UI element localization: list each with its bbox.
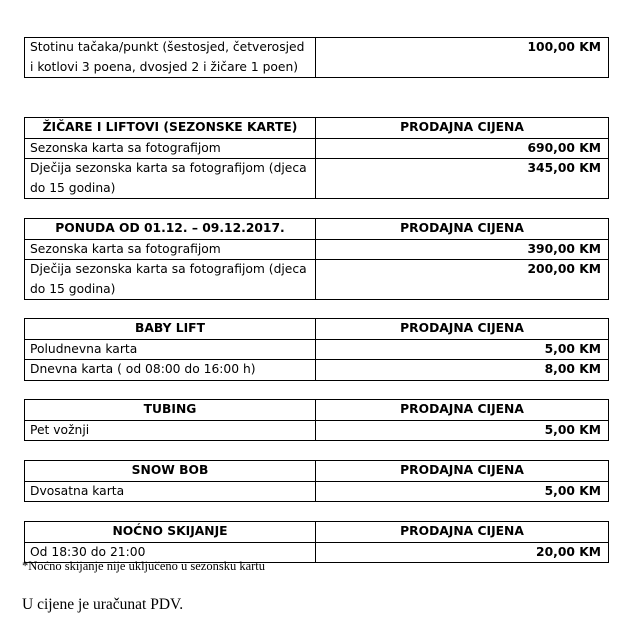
section-title: PONUDA OD 01.12. – 09.12.2017. <box>25 219 316 240</box>
item-price: 5,00 KM <box>316 481 609 502</box>
table-header-row <box>25 522 609 543</box>
price-table-points <box>24 37 609 78</box>
table-row <box>25 38 609 78</box>
section-title: TUBING <box>25 400 316 421</box>
table-row <box>25 481 609 502</box>
price-table-night-skiing <box>24 521 609 563</box>
table-header-row <box>25 319 609 340</box>
price-column-header: PRODAJNA CIJENA <box>316 118 609 139</box>
table-row <box>25 138 609 159</box>
table-row <box>25 339 609 360</box>
table-header-row <box>25 118 609 139</box>
item-description: Od 18:30 do 21:00 <box>25 542 316 563</box>
table-header-row <box>25 461 609 482</box>
price-column-header: PRODAJNA CIJENA <box>316 400 609 421</box>
item-price: 200,00 KM <box>316 260 609 300</box>
price-table-baby-lift <box>24 318 609 381</box>
item-description: Dječija sezonska karta sa fotografijom (djeca do 15 godina) <box>25 260 316 300</box>
item-description: Pet vožnji <box>25 420 316 441</box>
section-title: BABY LIFT <box>25 319 316 340</box>
item-description: Dnevna karta ( od 08:00 do 16:00 h) <box>25 360 316 381</box>
item-price: 100,00 KM <box>316 38 609 78</box>
item-description: Dvosatna karta <box>25 481 316 502</box>
item-price: 345,00 KM <box>316 159 609 199</box>
section-title: NOĆNO SKIJANJE <box>25 522 316 543</box>
table-row <box>25 360 609 381</box>
price-table-tubing <box>24 399 609 441</box>
item-price: 20,00 KM <box>316 542 609 563</box>
item-description: Sezonska karta sa fotografijom <box>25 138 316 159</box>
table-row <box>25 239 609 260</box>
item-description: Sezonska karta sa fotografijom <box>25 239 316 260</box>
vat-note: U cijene je uračunat PDV. <box>22 596 184 613</box>
price-column-header: PRODAJNA CIJENA <box>316 522 609 543</box>
item-price: 5,00 KM <box>316 420 609 441</box>
table-header-row <box>25 219 609 240</box>
table-header-row <box>25 400 609 421</box>
item-price: 5,00 KM <box>316 339 609 360</box>
price-table-snow-bob <box>24 460 609 502</box>
price-column-header: PRODAJNA CIJENA <box>316 319 609 340</box>
table-row <box>25 420 609 441</box>
item-description: Stotinu tačaka/punkt (šestosjed, četverosjed i kotlovi 3 poena, dvosjed 2 i žičare 1 poen) <box>25 38 316 78</box>
section-title: ŽIČARE I LIFTOVI (SEZONSKE KARTE) <box>25 118 316 139</box>
section-title: SNOW BOB <box>25 461 316 482</box>
price-table-season-lifts <box>24 117 609 199</box>
night-skiing-footnote: *Noćno skijanje nije uključeno u sezonsku kartu <box>22 559 265 573</box>
item-price: 690,00 KM <box>316 138 609 159</box>
item-price: 390,00 KM <box>316 239 609 260</box>
table-row <box>25 260 609 300</box>
price-column-header: PRODAJNA CIJENA <box>316 219 609 240</box>
item-description: Poludnevna karta <box>25 339 316 360</box>
item-price: 8,00 KM <box>316 360 609 381</box>
item-description: Dječija sezonska karta sa fotografijom (djeca do 15 godina) <box>25 159 316 199</box>
table-row <box>25 159 609 199</box>
price-table-offer <box>24 218 609 300</box>
price-column-header: PRODAJNA CIJENA <box>316 461 609 482</box>
